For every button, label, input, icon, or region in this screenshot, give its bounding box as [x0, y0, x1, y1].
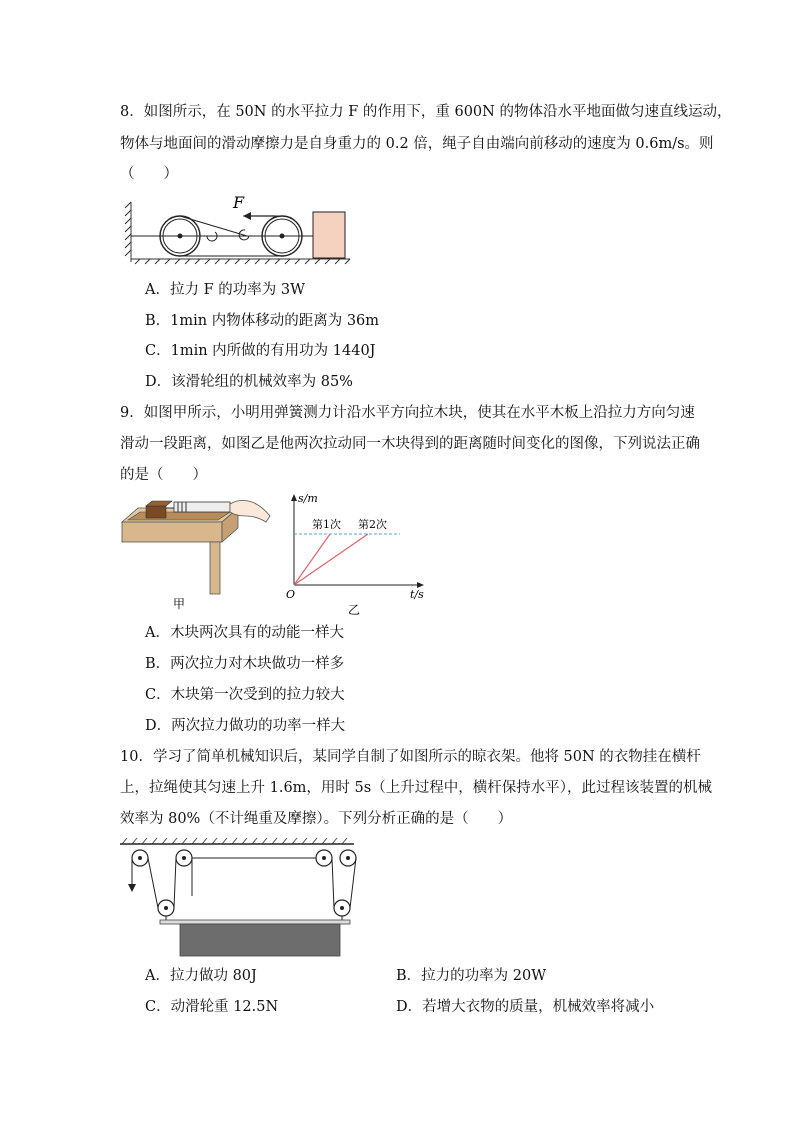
q9-option-d[interactable]: D．两次拉力做功的功率一样大 [145, 718, 346, 734]
q8-option-a[interactable]: A．拉力 F 的功率为 3W [145, 282, 305, 298]
x-axis-label: t/s [410, 588, 424, 601]
series2-label: 第2次 [358, 518, 387, 531]
q9-option-c[interactable]: C．木块第一次受到的拉力较大 [145, 687, 345, 703]
q9-stem-line2: 滑动一段距离，如图乙是他两次拉动同一木块得到的距离随时间变化的图像，下列说法正确 [120, 436, 700, 452]
q10-option-a[interactable]: A．拉力做功 80J [145, 968, 257, 984]
force-label: F [233, 193, 245, 212]
q8-stem-line2: 物体与地面间的滑动摩擦力是自身重力的 0.2 倍，绳子自由端向前移动的速度为 0.6m/s。则 [120, 136, 714, 152]
q8-answer-blank: （ ） [120, 166, 178, 182]
q9-stem-line3: 的是（ ） [120, 467, 207, 483]
y-axis-label: s/m [298, 492, 318, 505]
q9-distance-time-graph [282, 490, 432, 617]
q10-stem-line1: 10．学习了简单机械知识后，某同学自制了如图所示的晾衣架。他将 50N 的衣物挂在横杆 [120, 749, 701, 765]
q8-pulley-figure [125, 192, 355, 262]
q8-option-c[interactable]: C．1min 内所做的有用功为 1440J [145, 343, 376, 359]
q9-option-a[interactable]: A．木块两次具有的动能一样大 [145, 625, 344, 641]
series1-label: 第1次 [312, 518, 341, 531]
q10-stem-line3: 效率为 80%（不计绳重及摩擦）。下列分析正确的是（ ） [120, 811, 513, 827]
fig-b-label: 乙 [348, 603, 361, 617]
q9-stem-line1: 9．如图甲所示，小明用弹簧测力计沿水平方向拉木块，使其在水平木板上沿拉力方向匀速 [120, 405, 695, 421]
q10-option-d[interactable]: D．若增大衣物的质量，机械效率将减小 [396, 999, 655, 1015]
series2-line [294, 534, 368, 585]
origin-label: O [286, 588, 296, 601]
q10-clothes-rack-figure [118, 836, 358, 961]
q9-option-b[interactable]: B．两次拉力对木块做功一样多 [145, 656, 345, 672]
q10-option-c[interactable]: C．动滑轮重 12.5N [145, 999, 279, 1015]
q8-option-b[interactable]: B．1min 内物体移动的距离为 36m [145, 313, 380, 329]
q8-option-d[interactable]: D．该滑轮组的机械效率为 85% [145, 374, 353, 390]
q10-stem-line2: 上，拉绳使其匀速上升 1.6m，用时 5s（上升过程中，横杆保持水平），此过程该装置的机械 [120, 780, 712, 796]
fig-a-label: 甲 [173, 597, 186, 611]
q10-option-b[interactable]: B．拉力的功率为 20W [396, 968, 547, 984]
series1-line [294, 534, 330, 585]
q9-figure-a [118, 490, 278, 610]
q8-stem-line1: 8．如图所示，在 50N 的水平拉力 F 的作用下，重 600N 的物体沿水平地面做匀速直线运动， [120, 104, 732, 120]
